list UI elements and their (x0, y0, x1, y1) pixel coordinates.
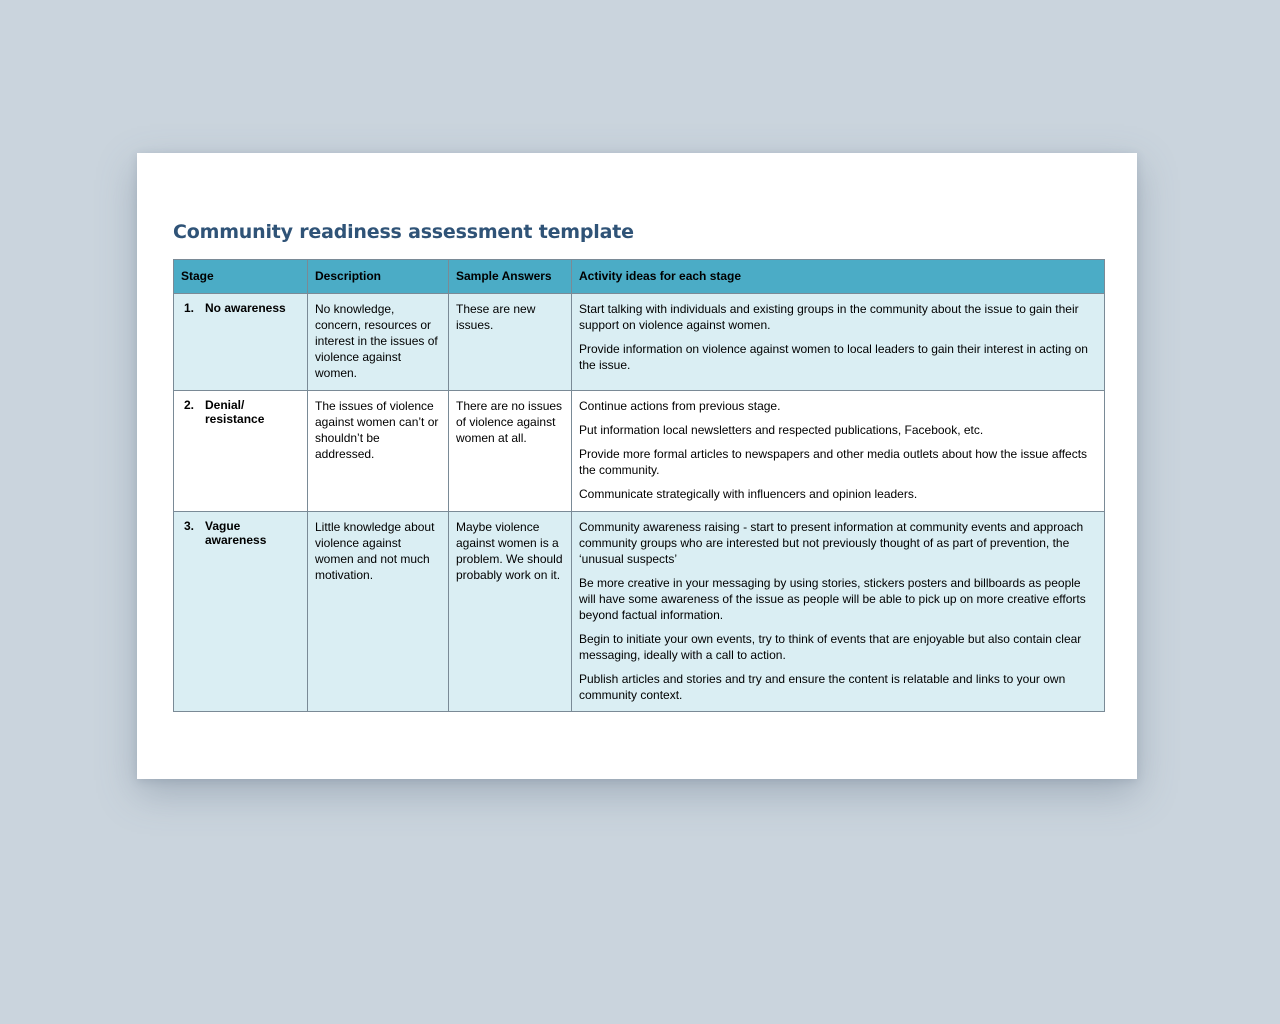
stage-number: 1. (184, 301, 195, 315)
table-row (174, 391, 1105, 512)
description-cell: No knowledge, concern, resources or interest in the issues of violence against women. (308, 294, 449, 391)
stage-number: 2. (184, 398, 195, 412)
description-cell: Little knowledge about violence against women and not much motivation. (308, 512, 449, 712)
readiness-table (173, 259, 1105, 712)
stage-number: 3. (184, 519, 195, 533)
activity-cell (572, 512, 1105, 712)
document-title: Community readiness assessment template (173, 221, 634, 243)
stage-cell (174, 512, 308, 712)
activity-item: Provide information on violence against women to local leaders to gain their interest in acting on the issue. (579, 342, 1088, 372)
activity-item: Community awareness raising - start to present information at community events and approach community groups who are interested but not previously thought of as part of prevention, the ‘unusual suspects’ (579, 520, 1084, 566)
activity-item: Begin to initiate your own events, try to think of events that are enjoyable but also contain clear messaging, ideally with a call to action. (579, 632, 1082, 662)
header-sample-answers: Sample Answers (449, 260, 572, 294)
activity-item: Start talking with individuals and existing groups in the community about the issue to gain their support on violence against women. (579, 302, 1079, 332)
stage-cell (174, 294, 308, 391)
sample-answers-cell: There are no issues of violence against women at all. (449, 391, 572, 512)
activity-item: Provide more formal articles to newspapers and other media outlets about how the issue affects the community. (579, 447, 1088, 477)
header-activity-ideas: Activity ideas for each stage (572, 260, 1105, 294)
table-header-row (174, 260, 1105, 294)
activity-cell (572, 294, 1105, 391)
stage-name: Denial/ resistance (205, 398, 265, 426)
activity-cell (572, 391, 1105, 512)
activity-item: Continue actions from previous stage. (579, 399, 781, 413)
sample-answers-cell: Maybe violence against women is a problem. We should probably work on it. (449, 512, 572, 712)
activity-item: Be more creative in your messaging by using stories, stickers posters and billboards as people will have some awareness of the issue as people will be able to pick up on more creative efforts beyond factual information. (579, 576, 1086, 622)
activity-item: Put information local newsletters and respected publications, Facebook, etc. (579, 423, 984, 437)
sample-answers-cell: These are new issues. (449, 294, 572, 391)
stage-name: Vague awareness (205, 519, 267, 547)
activity-item: Communicate strategically with influencers and opinion leaders. (579, 487, 918, 501)
activity-item: Publish articles and stories and try and ensure the content is relatable and links to your own community context. (579, 672, 1066, 702)
description-cell: The issues of violence against women can’t or shouldn’t be addressed. (308, 391, 449, 512)
stage-cell (174, 391, 308, 512)
header-description: Description (308, 260, 449, 294)
header-stage: Stage (174, 260, 308, 294)
table-row (174, 512, 1105, 712)
table-row (174, 294, 1105, 391)
stage-name: No awareness (205, 301, 286, 315)
document-page (137, 153, 1137, 779)
